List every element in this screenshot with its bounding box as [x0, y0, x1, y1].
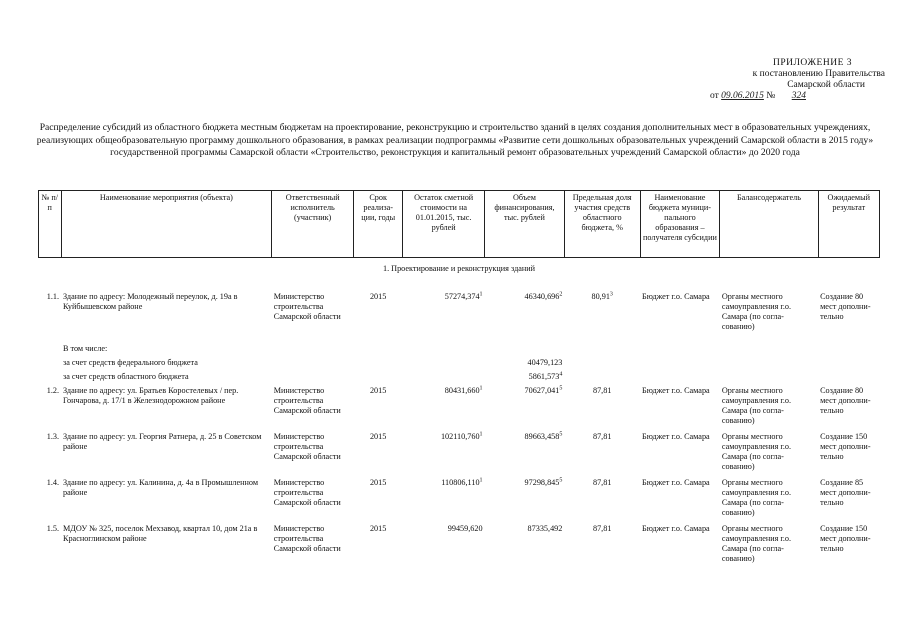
cell-num: 1.4.	[46, 478, 59, 487]
cell-share: 87,81	[592, 386, 612, 395]
appendix-date-number	[690, 91, 885, 102]
regional-value: 5861,573$^4$	[528, 371, 563, 381]
appendix-title: ПРИЛОЖЕНИЕ 3	[772, 58, 853, 68]
cell-share: 87,81	[592, 524, 612, 533]
cell-volume: 87335,492	[527, 524, 563, 533]
col-remainder-header: Остаток сметной стоимости на 01.01.2015, тыс. рублей	[403, 191, 485, 258]
decree-date: 09.06.2015	[721, 91, 764, 101]
including-row	[39, 344, 880, 358]
table-row	[39, 292, 880, 344]
cell-result: Создание 80 мест дополни-тельно	[820, 386, 871, 415]
cell-holder: Органы местного самоуправления г.о. Самара (по согла-сованию)	[721, 386, 792, 425]
cell-holder: Органы местного самоуправления г.о. Самара (по согла-сованию)	[721, 478, 792, 517]
cell-budget: Бюджет г.о. Самара	[642, 432, 710, 441]
federal-value: 40479,123	[527, 358, 563, 367]
cell-share: 80,91$^3$	[591, 291, 613, 301]
cell-name: Здание по адресу: ул. Братьев Коростелевых / пер. Гончарова, д. 17/1 в Железнодорожном районе	[63, 386, 239, 405]
cell-term: 2015	[369, 292, 387, 301]
cell-volume: 97298,845$^5$	[524, 477, 563, 487]
cell-volume: 46340,696$^2$	[524, 291, 563, 301]
cell-budget: Бюджет г.о. Самара	[642, 386, 710, 395]
cell-share: 87,81	[592, 432, 612, 441]
table-row	[39, 478, 880, 524]
cell-result: Создание 80 мест дополни-тельно	[820, 292, 871, 321]
cell-term: 2015	[369, 386, 387, 395]
cell-num: 1.1.	[46, 292, 59, 301]
cell-result: Создание 150 мест дополни-тельно	[820, 432, 871, 461]
cell-num: 1.2.	[46, 386, 59, 395]
federal-label: за счет средств федерального бюджета	[63, 358, 198, 367]
cell-term: 2015	[369, 524, 387, 533]
number-label: №	[766, 91, 776, 101]
cell-executor: Министерство строительства Самарской области	[273, 478, 341, 507]
cell-name: МДОУ № 325, поселок Мехзавод, квартал 10, дом 21а в Красноглинском районе	[63, 524, 258, 543]
cell-remainder: 99459,620	[447, 524, 483, 533]
section-title: 1. Проектирование и реконструкция зданий	[382, 264, 536, 273]
including-label: В том числе:	[63, 344, 108, 353]
appendix-line1: к постановлению Правительства	[752, 69, 885, 79]
table-header-row	[39, 191, 880, 258]
col-name-header: Наименование мероприятия (объекта)	[61, 191, 272, 258]
col-term-header: Срок реализа-ции, годы	[354, 191, 403, 258]
cell-remainder: 102110,760$^1$	[440, 431, 483, 441]
cell-budget: Бюджет г.о. Самара	[642, 478, 710, 487]
from-label: от	[710, 91, 719, 101]
section-row	[39, 258, 880, 293]
col-executor-header: Ответственный исполнитель (участник)	[272, 191, 354, 258]
cell-executor: Министерство строительства Самарской области	[273, 292, 341, 321]
cell-remainder: 57274,374$^1$	[444, 291, 483, 301]
col-holder-header: Балансодержатель	[720, 191, 818, 258]
cell-executor: Министерство строительства Самарской области	[273, 524, 341, 553]
document-heading: Распределение субсидий из областного бюджета местным бюджетам на проектирование, реконструкцию и строительство зданий в целях создания дополнительных мест в образовательных учреждениях, реализующих общеобразовательную программу дошкольного образования, в рамках реализации подпрограммы «Развитие сети дошкольных образовательных учреждений Самарской области в 2015 году» государственной программы Самарской области «Строительство, реконструкция и капитальный ремонт образовательных учреждений Самарской области» до 2020 года	[36, 122, 874, 158]
table-row	[39, 524, 880, 570]
regional-row	[39, 372, 880, 386]
cell-name: Здание по адресу: Молодежный переулок, д. 19а в Куйбышевском районе	[63, 292, 238, 311]
col-volume-header: Объем финансирования, тыс. рублей	[485, 191, 565, 258]
col-number-header: № п/п	[39, 191, 62, 258]
cell-term: 2015	[369, 478, 387, 487]
cell-holder: Органы местного самоуправления г.о. Самара (по согла-сованию)	[721, 524, 792, 563]
appendix-line2: Самарской области	[787, 80, 865, 90]
decree-number: 324	[791, 91, 806, 101]
cell-name: Здание по адресу: ул. Георгия Ратнера, д. 25 в Советском районе	[63, 432, 262, 451]
cell-budget: Бюджет г.о. Самара	[642, 292, 710, 301]
appendix-block	[690, 58, 885, 102]
cell-budget: Бюджет г.о. Самара	[642, 524, 710, 533]
cell-term: 2015	[369, 432, 387, 441]
cell-holder: Органы местного самоуправления г.о. Самара (по согла-сованию)	[721, 292, 792, 331]
cell-share: 87,81	[592, 478, 612, 487]
cell-volume: 70627,041$^5$	[524, 385, 563, 395]
cell-name: Здание по адресу: ул. Калинина, д. 4а в Промышленном районе	[63, 478, 259, 497]
cell-num: 1.5.	[46, 524, 59, 533]
cell-remainder: 110806,110$^1$	[441, 477, 483, 487]
table-row	[39, 432, 880, 478]
cell-holder: Органы местного самоуправления г.о. Самара (по согла-сованию)	[721, 432, 792, 471]
col-budget-header: Наименование бюджета муници-пального образования – получателя субсидии	[640, 191, 720, 258]
col-share-header: Предельная доля участия средств областного бюджета, %	[564, 191, 640, 258]
subsidy-table	[38, 190, 880, 570]
cell-result: Создание 85 мест дополни-тельно	[820, 478, 871, 507]
col-result-header: Ожидаемый результат	[818, 191, 879, 258]
table-row	[39, 386, 880, 432]
cell-result: Создание 150 мест дополни-тельно	[820, 524, 871, 553]
cell-executor: Министерство строительства Самарской области	[273, 432, 341, 461]
cell-volume: 89663,458$^5$	[524, 431, 563, 441]
cell-num: 1.3.	[46, 432, 59, 441]
cell-remainder: 80431,660$^1$	[444, 385, 483, 395]
cell-executor: Министерство строительства Самарской области	[273, 386, 341, 415]
regional-label: за счет средств областного бюджета	[63, 372, 189, 381]
federal-row	[39, 358, 880, 372]
